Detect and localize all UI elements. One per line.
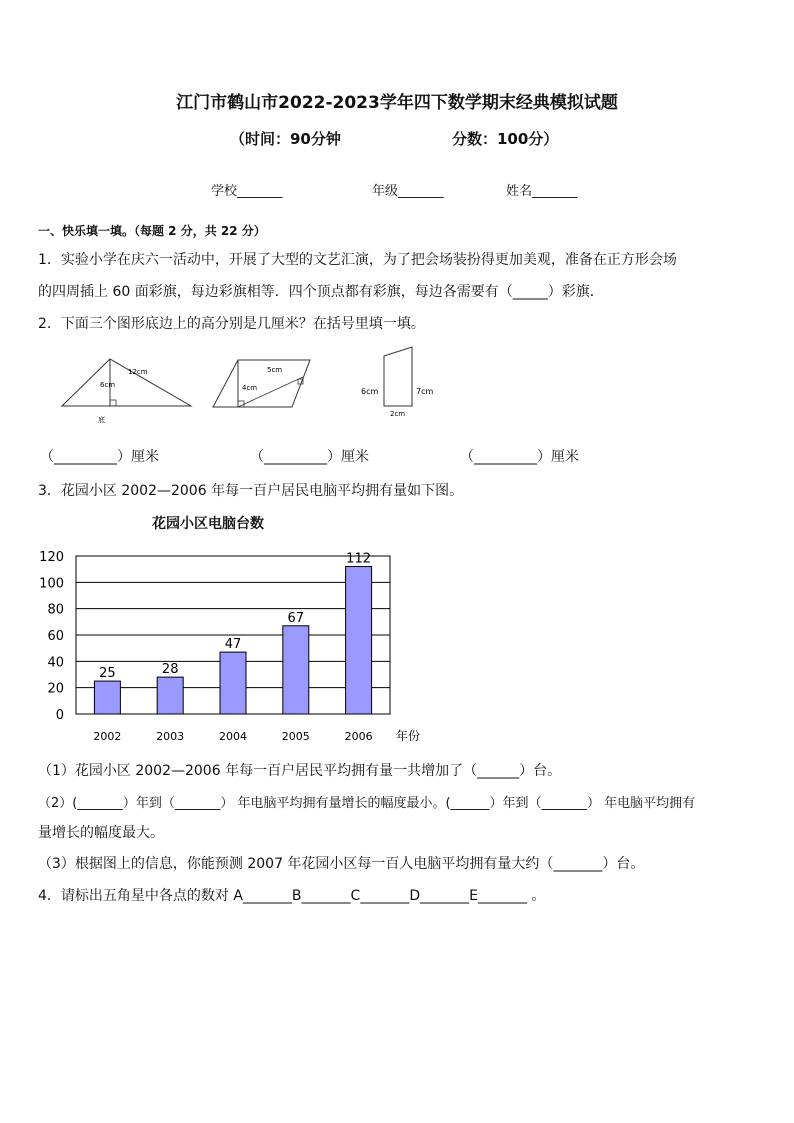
y-tick-label: 100 — [39, 576, 64, 592]
data-label: 47 — [224, 637, 242, 653]
section-heading: 一、快乐填一填。（每题 2 分，共 22 分） — [38, 224, 266, 238]
question-3-2-line-2: 量增长的幅度最大。 — [38, 825, 164, 841]
trapezoid-base-label: 2cm — [390, 410, 406, 418]
triangle-slant-label: 12cm — [128, 368, 148, 376]
answer-blank-1[interactable]: （_________）厘米 — [40, 449, 159, 465]
data-label: 112 — [346, 551, 372, 567]
triangle-shape — [62, 359, 191, 406]
question-3-3: （3）根据图上的信息，你能预测 2007 年花园小区每一百人电脑平均拥有量大约（_______）台。 — [38, 856, 645, 872]
question-3: 3．花园小区 2002—2006 年每一百户居民电脑平均拥有量如下图。 — [38, 483, 464, 499]
y-tick-label: 80 — [47, 602, 64, 618]
x-axis-label: 年份 — [396, 729, 421, 743]
triangle-figure — [55, 352, 200, 430]
data-label: 67 — [287, 610, 305, 626]
question-2: 2．下面三个图形底边上的高分别是几厘米？在括号里填一填。 — [38, 316, 425, 332]
bar — [346, 567, 372, 714]
trapezoid-figure — [360, 344, 440, 420]
page-title: 江门市鹤山市2022-2023学年四下数学期末经典模拟试题 — [176, 93, 618, 113]
data-label: 28 — [161, 662, 179, 678]
trapezoid-shape — [384, 347, 412, 406]
x-tick-label: 2003 — [156, 730, 185, 743]
y-tick-label: 0 — [55, 708, 64, 723]
school-field: 学校_______ — [211, 184, 283, 199]
triangle-base-label: 底 — [98, 416, 105, 424]
time-info: （时间：90分钟 — [230, 130, 341, 148]
y-tick-label: 120 — [39, 550, 64, 565]
bar — [94, 681, 120, 714]
bar — [220, 652, 246, 714]
question-3-2-line-1: （2）(_______）年到（_______） 年电脑平均拥有量增长的幅度最小。(______）年到（_______） 年电脑平均拥有 — [38, 796, 696, 811]
triangle-height-label: 6cm — [100, 381, 116, 389]
question-1-line-1: 1．实验小学在庆六一活动中，开展了大型的文艺汇演，为了把会场装扮得更加美观，准备在正方形会场 — [38, 252, 677, 268]
answer-blank-2[interactable]: （_________）厘米 — [250, 449, 369, 465]
y-tick-label: 40 — [47, 655, 64, 671]
bar — [283, 626, 309, 714]
parallelogram-shape — [213, 360, 310, 407]
x-tick-label: 2004 — [219, 730, 247, 743]
bar — [157, 677, 183, 714]
y-tick-label: 60 — [47, 629, 64, 644]
x-tick-label: 2006 — [344, 730, 373, 743]
y-tick-label: 20 — [47, 681, 64, 697]
bar-chart — [30, 545, 430, 750]
parallelogram-figure — [210, 352, 315, 414]
score-info: 分数：100分） — [452, 130, 559, 148]
question-1-line-2: 的四周插上 60 面彩旗，每边彩旗相等．四个顶点都有彩旗，每边各需要有（_____）彩旗． — [38, 284, 604, 300]
trapezoid-left-label: 6cm — [361, 387, 379, 396]
answer-blank-3[interactable]: （_________）厘米 — [460, 449, 579, 465]
parallelogram-side-label: 5cm — [267, 366, 283, 374]
data-label: 25 — [99, 666, 116, 682]
name-field: 姓名_______ — [506, 184, 578, 199]
question-3-1: （1）花园小区 2002—2006 年每一百户居民平均拥有量一共增加了（______）台。 — [38, 763, 562, 779]
chart-title: 花园小区电脑台数 — [152, 516, 264, 532]
parallelogram-height-label: 4cm — [242, 384, 258, 392]
right-angle-mark — [238, 401, 244, 407]
right-angle-mark — [110, 400, 116, 406]
question-4: 4．请标出五角星中各点的数对 A_______B_______C_______D_______E_______ 。 — [38, 888, 546, 904]
grade-field: 年级_______ — [372, 184, 444, 199]
trapezoid-right-label: 7cm — [416, 387, 434, 396]
x-tick-label: 2002 — [93, 730, 122, 743]
x-tick-label: 2005 — [281, 730, 310, 743]
